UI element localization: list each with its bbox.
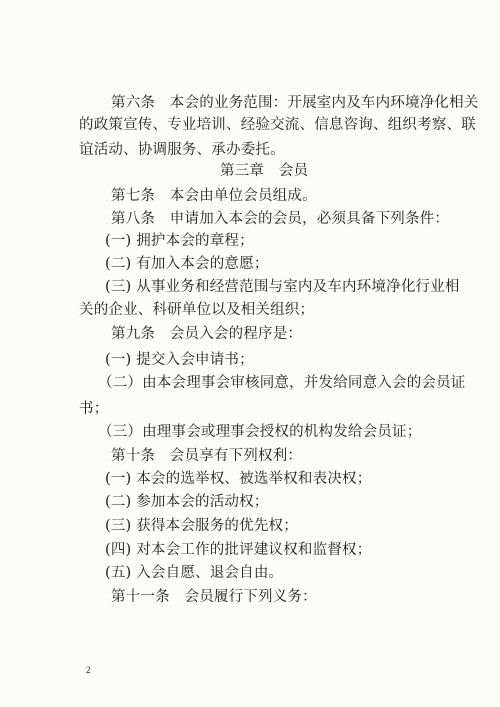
chapter-3-heading: 第三章 会员 <box>220 163 309 179</box>
article-8-condition-2: (二) 有加入本会的意愿； <box>105 256 269 272</box>
article-6-line-3: 谊活动、协调服务、承办委托。 <box>79 142 285 158</box>
page-number: 2 <box>86 665 91 675</box>
article-11: 第十一条 会员履行下列义务： <box>111 589 317 605</box>
article-8-condition-3-line-2: 关的企业、科研单位以及相关组织； <box>79 302 315 318</box>
article-7: 第七条 本会由单位会员组成。 <box>111 188 317 204</box>
article-9-step-2-line-1: （二）由本会理事会审核同意，并发给同意入会的会员证 <box>98 375 466 391</box>
article-9-step-3: （三）由理事会或理事会授权的机构发给会员证； <box>98 424 422 440</box>
article-10-right-3: (三) 获得本会服务的优先权； <box>105 518 298 534</box>
article-10-right-1: (一) 本会的选举权、被选举权和表决权； <box>105 471 372 487</box>
article-9: 第九条 会员入会的程序是： <box>111 326 303 342</box>
article-8-condition-3-line-1: (三) 从事业务和经营范围与室内及车内环境净化行业相 <box>105 279 460 295</box>
article-10-right-2: (二) 参加本会的活动权； <box>105 494 269 510</box>
article-10: 第十条 会员享有下列权利： <box>111 448 303 464</box>
article-8-condition-1: (一) 拥护本会的章程； <box>105 233 254 249</box>
article-6-line-2: 的政策宣传、专业培训、经验交流、信息咨询、组织考察、联 <box>79 117 476 133</box>
article-8: 第八条 申请加入本会的会员，必须具备下列条件： <box>111 211 450 227</box>
article-6-line-1: 第六条 本会的业务范围：开展室内及车内环境净化相关 <box>111 95 479 111</box>
article-9-step-1: (一) 提交入会申请书； <box>105 352 254 368</box>
article-10-right-4: (四) 对本会工作的批评建议权和监督权； <box>105 542 372 558</box>
article-9-step-2-line-2: 书； <box>79 401 109 417</box>
article-10-right-5: (五) 入会自愿、退会自由。 <box>105 565 284 581</box>
